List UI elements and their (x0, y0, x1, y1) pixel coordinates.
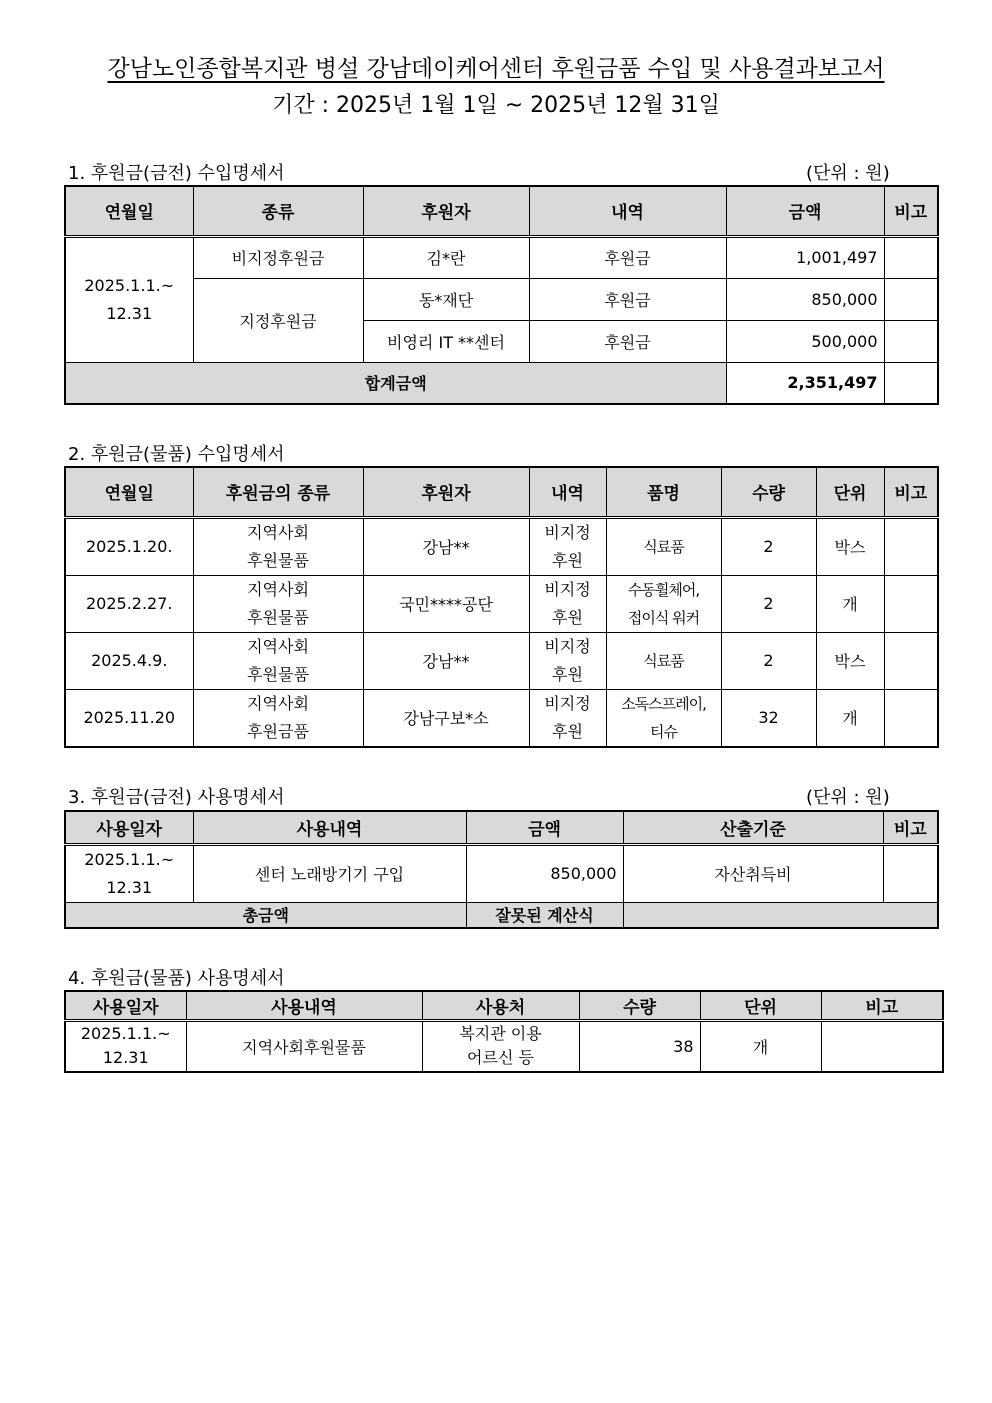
report-period: 기간 : 2025년 1월 1일 ~ 2025년 12월 31일 (272, 93, 720, 118)
col-donor: 후원자 (363, 467, 529, 517)
table-row (65, 517, 938, 575)
detail-cell: 센터 노래방기기 구입 (193, 844, 466, 902)
total-row (65, 902, 938, 928)
note-cell (884, 320, 938, 362)
donor-cell: 강남** (363, 517, 529, 575)
detail-cell: 비지정 후원 (529, 517, 606, 575)
cash-income-table (64, 185, 939, 405)
item-cell: 소독스프레이, 티슈 (606, 689, 721, 747)
col-detail: 내역 (529, 467, 606, 517)
total-value: 2,351,497 (726, 362, 884, 404)
col-use-detail: 사용내역 (193, 811, 466, 844)
date-cell: 2025.1.20. (65, 517, 193, 575)
total-row (65, 362, 938, 404)
table-row (65, 575, 938, 632)
unit-cell: 박스 (816, 517, 884, 575)
col-amount: 금액 (726, 186, 884, 236)
donor-cell: 비영리 IT **센터 (363, 320, 529, 362)
total-label: 총금액 (65, 902, 466, 928)
col-use-detail: 사용내역 (186, 991, 422, 1020)
col-note: 비고 (883, 811, 938, 844)
col-amount: 금액 (466, 811, 623, 844)
unit-cell: 개 (700, 1020, 821, 1072)
col-basis: 산출기준 (623, 811, 883, 844)
donor-cell: 국민****공단 (363, 575, 529, 632)
donor-cell: 김*란 (363, 236, 529, 278)
section1-heading: 1. 후원금(금전) 수입명세서 (68, 163, 285, 184)
type-cell: 지역사회 후원금품 (193, 689, 363, 747)
note-cell (883, 844, 938, 902)
type-cell: 지역사회 후원물품 (193, 575, 363, 632)
cash-usage-table (64, 810, 939, 929)
detail-cell: 후원금 (529, 278, 726, 320)
table-row (65, 236, 938, 278)
donor-cell: 강남** (363, 632, 529, 689)
table-row (65, 689, 938, 747)
type-cell: 지역사회 후원물품 (193, 517, 363, 575)
date-cell: 2025.4.9. (65, 632, 193, 689)
goods-usage-table (64, 990, 944, 1073)
donor-cell: 동*재단 (363, 278, 529, 320)
total-value: 잘못된 계산식 (466, 902, 623, 928)
section2-heading: 2. 후원금(물품) 수입명세서 (68, 444, 285, 465)
detail-cell: 비지정 후원 (529, 575, 606, 632)
note-cell (884, 278, 938, 320)
date-cell: 2025.1.1.~ 12.31 (65, 1020, 186, 1072)
col-item: 품명 (606, 467, 721, 517)
date-cell: 2025.11.20 (65, 689, 193, 747)
total-blank (623, 902, 938, 928)
note-cell (884, 517, 938, 575)
col-date: 연월일 (65, 467, 193, 517)
col-qty: 수량 (721, 467, 816, 517)
date-cell: 2025.1.1.~ 12.31 (65, 236, 193, 362)
unit-cell: 개 (816, 575, 884, 632)
col-note: 비고 (884, 467, 938, 517)
col-note: 비고 (821, 991, 943, 1020)
qty-cell: 2 (721, 575, 816, 632)
qty-cell: 38 (579, 1020, 700, 1072)
col-donor: 후원자 (363, 186, 529, 236)
amount-cell: 850,000 (726, 278, 884, 320)
total-note (884, 362, 938, 404)
note-cell (821, 1020, 943, 1072)
note-cell (884, 632, 938, 689)
unit-cell: 개 (816, 689, 884, 747)
detail-cell: 후원금 (529, 320, 726, 362)
col-unit: 단위 (700, 991, 821, 1020)
item-cell: 식료품 (606, 632, 721, 689)
qty-cell: 32 (721, 689, 816, 747)
section1-unit: (단위 : 원) (806, 163, 890, 184)
col-type: 후원금의 종류 (193, 467, 363, 517)
col-unit: 단위 (816, 467, 884, 517)
amount-cell: 850,000 (466, 844, 623, 902)
amount-cell: 500,000 (726, 320, 884, 362)
col-qty: 수량 (579, 991, 700, 1020)
type-cell: 지정후원금 (193, 278, 363, 362)
detail-cell: 지역사회후원물품 (186, 1020, 422, 1072)
amount-cell: 1,001,497 (726, 236, 884, 278)
detail-cell: 비지정 후원 (529, 689, 606, 747)
table-row (65, 632, 938, 689)
note-cell (884, 689, 938, 747)
unit-cell: 박스 (816, 632, 884, 689)
date-cell: 2025.1.1.~ 12.31 (65, 844, 193, 902)
qty-cell: 2 (721, 517, 816, 575)
item-cell: 식료품 (606, 517, 721, 575)
col-detail: 내역 (529, 186, 726, 236)
place-cell: 복지관 이용 어르신 등 (422, 1020, 579, 1072)
item-cell: 수동휠체어, 접이식 워커 (606, 575, 721, 632)
date-cell: 2025.2.27. (65, 575, 193, 632)
section3-heading: 3. 후원금(금전) 사용명세서 (68, 787, 285, 808)
col-place: 사용처 (422, 991, 579, 1020)
report-title: 강남노인종합복지관 병설 강남데이케어센터 후원금품 수입 및 사용결과보고서 (107, 56, 885, 82)
table-row (65, 1020, 943, 1072)
note-cell (884, 236, 938, 278)
section4-heading: 4. 후원금(물품) 사용명세서 (68, 968, 285, 989)
qty-cell: 2 (721, 632, 816, 689)
basis-cell: 자산취득비 (623, 844, 883, 902)
donor-cell: 강남구보*소 (363, 689, 529, 747)
goods-income-table (64, 466, 939, 748)
total-label: 합계금액 (65, 362, 726, 404)
detail-cell: 비지정 후원 (529, 632, 606, 689)
table-row (65, 278, 938, 320)
col-use-date: 사용일자 (65, 991, 186, 1020)
type-cell: 지역사회 후원물품 (193, 632, 363, 689)
col-use-date: 사용일자 (65, 811, 193, 844)
col-type: 종류 (193, 186, 363, 236)
col-date: 연월일 (65, 186, 193, 236)
type-cell: 비지정후원금 (193, 236, 363, 278)
col-note: 비고 (884, 186, 938, 236)
table-row (65, 844, 938, 902)
section3-unit: (단위 : 원) (806, 787, 890, 808)
detail-cell: 후원금 (529, 236, 726, 278)
note-cell (884, 575, 938, 632)
